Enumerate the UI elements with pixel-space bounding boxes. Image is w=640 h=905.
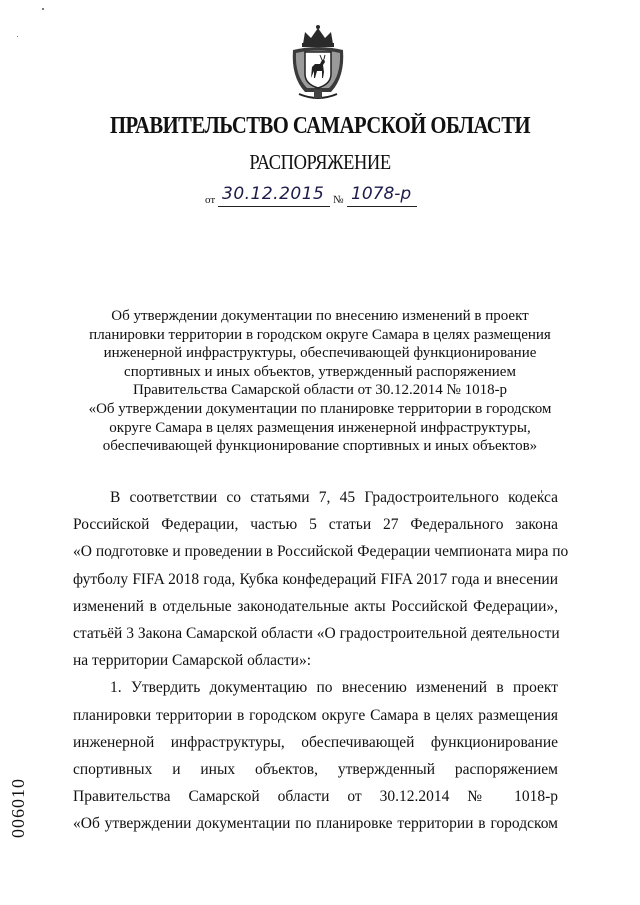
subject-line: обеспечивающей функционирование спортивных и иных объектов» — [102, 438, 538, 455]
subject-line: округе Самара в целях размещения инженерной инфраструктуры, — [109, 419, 531, 436]
body-line: на территории Самарской области»: — [73, 652, 311, 670]
document-date: 30.12.2015 — [222, 184, 325, 204]
body-line: «О подготовке и проведении в Российской Федерации чемпионата мира по — [73, 543, 569, 561]
number-underline — [347, 206, 417, 207]
body-line: 1. Утвердить документацию по внесению изменений в проект — [110, 679, 558, 697]
document-body — [73, 484, 569, 837]
subject-line: инженерной инфраструктуры, обеспечивающей функционирование — [103, 345, 537, 362]
body-line: планировки территории в городском округе Самара в целях размещения — [73, 706, 558, 724]
document-meta — [205, 186, 445, 212]
scan-speck — [42, 8, 44, 10]
body-line: спортивных и иных объектов, утвержденный распоряжением — [73, 760, 558, 778]
document-number: 1078-р — [351, 184, 412, 204]
subject-line: планировки территории в городском округе Самара в целях размещения — [89, 326, 551, 343]
subject-line: спортивных и иных объектов, утвержденный распоряжением — [124, 363, 516, 380]
date-prefix: от — [205, 194, 216, 206]
body-line: футболу FIFA 2018 года, Кубка конфедераций FIFA 2017 года и внесении — [73, 570, 558, 588]
body-line: Правительства Самарской области от 30.12.2014 № 1018-р — [73, 788, 558, 806]
scan-speck — [17, 36, 18, 37]
body-line: В соответствии со статьями 7, 45 Градостроительного кодекса — [110, 489, 558, 506]
document-type: РАСПОРЯЖЕНИЕ — [249, 150, 391, 174]
body-line: изменений в отдельные законодательные акты Российской Федерации», — [73, 597, 558, 615]
coat-of-arms-icon — [287, 22, 349, 102]
body-line: «Об утверждении документации по планировке территории в городском — [73, 815, 558, 833]
document-subject — [60, 307, 580, 456]
number-prefix: № — [333, 194, 344, 206]
margin-serial-number: 006010 — [8, 778, 28, 838]
organization-title: ПРАВИТЕЛЬСТВО САМАРСКОЙ ОБЛАСТИ — [109, 113, 531, 139]
body-line: инженерной инфраструктуры, обеспечивающей функционирование — [73, 733, 558, 751]
subject-line: Об утверждении документации по внесению изменений в проект — [111, 308, 529, 324]
body-line: Российской Федерации, частью 5 статьи 27 Федерального закона — [73, 516, 558, 534]
body-line: статьёй 3 Закона Самарской области «О градостроительной деятельности — [73, 624, 560, 642]
date-underline — [218, 206, 330, 207]
subject-line: Правительства Самарской области от 30.12.2014 № 1018-р — [132, 382, 508, 399]
subject-line: «Об утверждении документации по планировке территории в городском — [88, 400, 552, 417]
